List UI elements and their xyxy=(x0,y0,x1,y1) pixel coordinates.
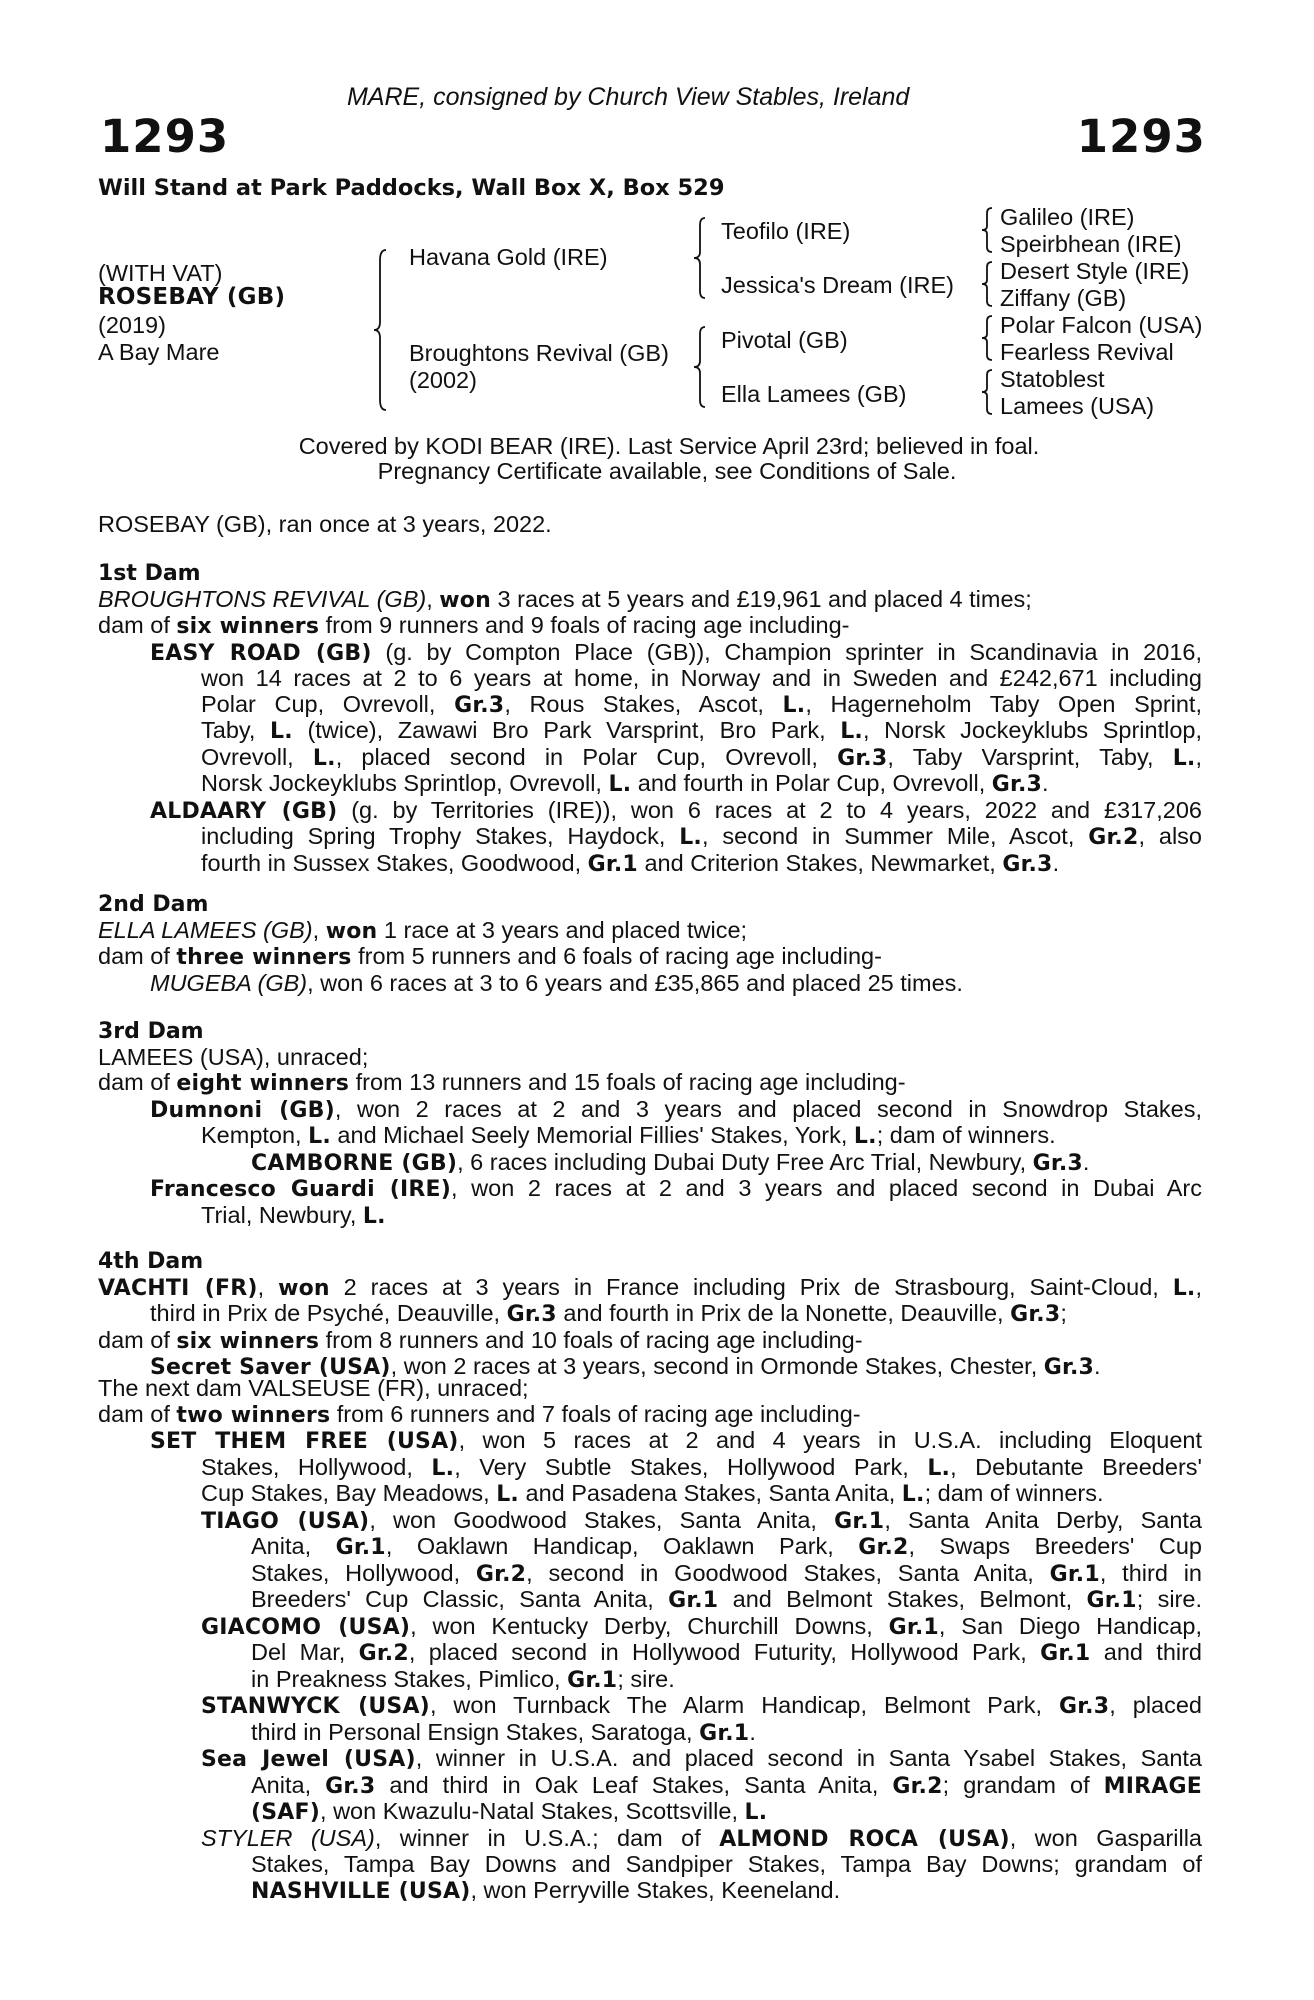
aldaary-entry: ALDAARY (GB) (g. by Territories (IRE)), won 6 races at 2 to 4 years, 2022 and £317,206 xyxy=(150,796,1202,824)
horse-name: ROSEBAY (GB) xyxy=(98,284,286,310)
secret-saver-entry: Secret Saver (USA), won 2 races at 3 years, second in Ormonde Stakes, Chester, Gr.3. xyxy=(150,1353,1101,1380)
consignment-line: MARE, consigned by Church View Stables, Ireland xyxy=(347,83,910,111)
sea-jewel-line: Anita, Gr.3 and third in Oak Leaf Stakes, Santa Anita, Gr.2; grandam of MIRAGE xyxy=(251,1771,1202,1799)
stanwyck-entry: STANWYCK (USA), won Turnback The Alarm Handicap, Belmont Park, Gr.3, placed xyxy=(201,1692,1202,1719)
styler-line: NASHVILLE (USA), won Perryville Stakes, Keeneland. xyxy=(251,1876,841,1904)
gg-sire-2: Desert Style (IRE) xyxy=(1000,258,1190,284)
easy-road-line: won 14 races at 2 to 6 years at home, in Norway and in Sweden and £242,671 including xyxy=(201,665,1202,691)
horse-year: (2019) xyxy=(98,312,166,338)
sea-jewel-entry: Sea Jewel (USA), winner in U.S.A. and placed second in Santa Ysabel Stakes, Santa xyxy=(201,1745,1202,1772)
brace-g1 xyxy=(980,206,996,256)
third-dam-heading: 3rd Dam xyxy=(98,1019,204,1044)
giacomo-line: in Preakness Stakes, Pimlico, Gr.1; sire. xyxy=(251,1665,675,1693)
easy-road-line: Taby, L. (twice), Zawawi Bro Park Varsprint, Bro Park, L., Norsk Jockeyklubs Sprintlop, xyxy=(201,717,1203,744)
easy-road-entry: EASY ROAD (GB) (g. by Compton Place (GB)), Champion sprinter in Scandinavia in 2016, xyxy=(150,638,1202,666)
third-dam-line: LAMEES (USA), unraced; xyxy=(98,1043,369,1070)
second-dam-line: ELLA LAMEES (GB), won 1 race at 3 years and placed twice; xyxy=(98,916,748,944)
dam-dam: Ella Lamees (GB) xyxy=(721,381,907,407)
set-them-free-entry: SET THEM FREE (USA), won 5 races at 2 and 4 years in U.S.A. including Eloquent xyxy=(150,1427,1202,1454)
lot-number-left: 1293 xyxy=(100,110,230,163)
styler-entry: STYLER (USA), winner in U.S.A.; dam of ALMOND ROCA (USA), won Gasparilla xyxy=(201,1824,1202,1852)
brace-dam xyxy=(692,325,710,411)
horse-description: A Bay Mare xyxy=(98,339,220,365)
second-dam-heading: 2nd Dam xyxy=(98,892,209,917)
next-dam-produce: dam of two winners from 6 runners and 7 foals of racing age including- xyxy=(98,1400,861,1428)
dam-sire: Pivotal (GB) xyxy=(721,327,848,353)
gg-sire-4: Statoblest xyxy=(1000,366,1105,392)
race-summary: ROSEBAY (GB), ran once at 3 years, 2022. xyxy=(98,511,552,537)
mugeba-entry: MUGEBA (GB), won 6 races at 3 to 6 years and £35,865 and placed 25 times. xyxy=(150,969,963,996)
sire-dam: Jessica's Dream (IRE) xyxy=(721,272,954,298)
next-dam-section xyxy=(98,1376,1202,1904)
fourth-dam-line: third in Prix de Psyché, Deauville, Gr.3 and fourth in Prix de la Nonette, Deauville, Gr.3; xyxy=(150,1300,1067,1327)
gg-dam-1: Speirbhean (IRE) xyxy=(1000,231,1182,257)
sea-jewel-line: (SAF), won Kwazulu-Natal Stakes, Scottsville, L. xyxy=(251,1798,768,1825)
next-dam-line: The next dam VALSEUSE (FR), unraced; xyxy=(98,1375,529,1401)
first-dam-line: BROUGHTONS REVIVAL (GB), won 3 races at 5 years and £19,961 and placed 4 times; xyxy=(98,585,1032,613)
tiago-line: Stakes, Hollywood, Gr.2, second in Goodwood Stakes, Santa Anita, Gr.1, third in xyxy=(251,1559,1202,1587)
fourth-dam-heading: 4th Dam xyxy=(98,1249,204,1274)
dam-year: (2002) xyxy=(409,367,477,393)
dam: Broughtons Revival (GB) xyxy=(409,340,669,366)
brace-sire xyxy=(692,216,710,302)
second-dam-produce: dam of three winners from 5 runners and 6 foals of racing age including- xyxy=(98,943,882,970)
gg-dam-2: Ziffany (GB) xyxy=(1000,285,1127,311)
fourth-dam-section xyxy=(98,1249,1202,1381)
sire: Havana Gold (IRE) xyxy=(409,244,608,270)
tiago-line: Anita, Gr.1, Oaklawn Handicap, Oaklawn Park, Gr.2, Swaps Breeders' Cup xyxy=(251,1533,1203,1560)
fourth-dam-line: VACHTI (FR), won 2 races at 3 years in France including Prix de Strasbourg, Saint-Cloud, L., xyxy=(98,1273,1203,1301)
stand-location: Will Stand at Park Paddocks, Wall Box X, Box 529 xyxy=(98,175,725,201)
dumnoni-entry: Dumnoni (GB), won 2 races at 2 and 3 years and placed second in Snowdrop Stakes, xyxy=(150,1095,1202,1123)
aldaary-line: including Spring Trophy Stakes, Haydock, L., second in Summer Mile, Ascot, Gr.2, also xyxy=(201,823,1202,850)
easy-road-line: Ovrevoll, L., placed second in Polar Cup, Ovrevoll, Gr.3, Taby Varsprint, Taby, L., xyxy=(201,743,1203,771)
gg-dam-4: Lamees (USA) xyxy=(1000,393,1155,419)
brace-g2 xyxy=(980,260,996,310)
dumnoni-line: Kempton, L. and Michael Seely Memorial Fillies' Stakes, York, L.; dam of winners. xyxy=(201,1122,1056,1149)
pregnancy-line: Pregnancy Certificate available, see Conditions of Sale. xyxy=(377,458,957,484)
fourth-dam-produce: dam of six winners from 8 runners and 10 foals of racing age including- xyxy=(98,1326,863,1354)
gg-sire-1: Galileo (IRE) xyxy=(1000,204,1135,230)
set-them-free-line: Cup Stakes, Bay Meadows, L. and Pasadena Stakes, Santa Anita, L.; dam of winners. xyxy=(201,1480,1104,1507)
sire-sire: Teofilo (IRE) xyxy=(721,218,851,244)
easy-road-line: Norsk Jockeyklubs Sprintlop, Ovrevoll, L. and fourth in Polar Cup, Ovrevoll, Gr.3. xyxy=(201,770,1049,797)
stanwyck-line: third in Personal Ensign Stakes, Saratoga, Gr.1. xyxy=(251,1718,756,1746)
second-dam-section xyxy=(98,892,1202,996)
lot-number-right: 1293 xyxy=(1076,110,1206,163)
gg-dam-3: Fearless Revival xyxy=(1000,339,1174,365)
francesco-guardi-entry: Francesco Guardi (IRE), won 2 races at 2 and 3 years and placed second in Dubai Arc xyxy=(150,1175,1202,1202)
covered-line: Covered by KODI BEAR (IRE). Last Service April 23rd; believed in foal. xyxy=(298,433,1040,459)
third-dam-produce: dam of eight winners from 13 runners and 15 foals of racing age including- xyxy=(98,1069,906,1096)
tiago-entry: TIAGO (USA), won Goodwood Stakes, Santa Anita, Gr.1, Santa Anita Derby, Santa xyxy=(201,1506,1203,1534)
giacomo-line: Del Mar, Gr.2, placed second in Hollywood Futurity, Hollywood Park, Gr.1 and third xyxy=(251,1639,1203,1666)
first-dam-heading: 1st Dam xyxy=(98,561,201,586)
set-them-free-line: Stakes, Hollywood, L., Very Subtle Stakes, Hollywood Park, L., Debutante Breeders' xyxy=(201,1453,1203,1481)
camborne-entry: CAMBORNE (GB), 6 races including Dubai Duty Free Arc Trial, Newbury, Gr.3. xyxy=(251,1148,1090,1176)
gg-sire-3: Polar Falcon (USA) xyxy=(1000,312,1203,338)
francesco-guardi-line: Trial, Newbury, L. xyxy=(201,1201,386,1229)
styler-line: Stakes, Tampa Bay Downs and Sandpiper Stakes, Tampa Bay Downs; grandam of xyxy=(251,1851,1202,1877)
giacomo-entry: GIACOMO (USA), won Kentucky Derby, Churchill Downs, Gr.1, San Diego Handicap, xyxy=(201,1612,1202,1640)
brace-main xyxy=(372,248,392,412)
first-dam-produce: dam of six winners from 9 runners and 9 foals of racing age including- xyxy=(98,612,850,639)
third-dam-section xyxy=(98,1019,1202,1229)
brace-g4 xyxy=(980,368,996,418)
tiago-line: Breeders' Cup Classic, Santa Anita, Gr.1 and Belmont Stakes, Belmont, Gr.1; sire. xyxy=(251,1586,1202,1613)
brace-g3 xyxy=(980,314,996,364)
vat-label: (WITH VAT) xyxy=(98,260,223,286)
easy-road-line: Polar Cup, Ovrevoll, Gr.3, Rous Stakes, Ascot, L., Hagerneholm Taby Open Sprint, xyxy=(201,690,1202,718)
aldaary-line: fourth in Sussex Stakes, Goodwood, Gr.1 and Criterion Stakes, Newmarket, Gr.3. xyxy=(201,849,1060,877)
first-dam-section xyxy=(98,561,1202,877)
